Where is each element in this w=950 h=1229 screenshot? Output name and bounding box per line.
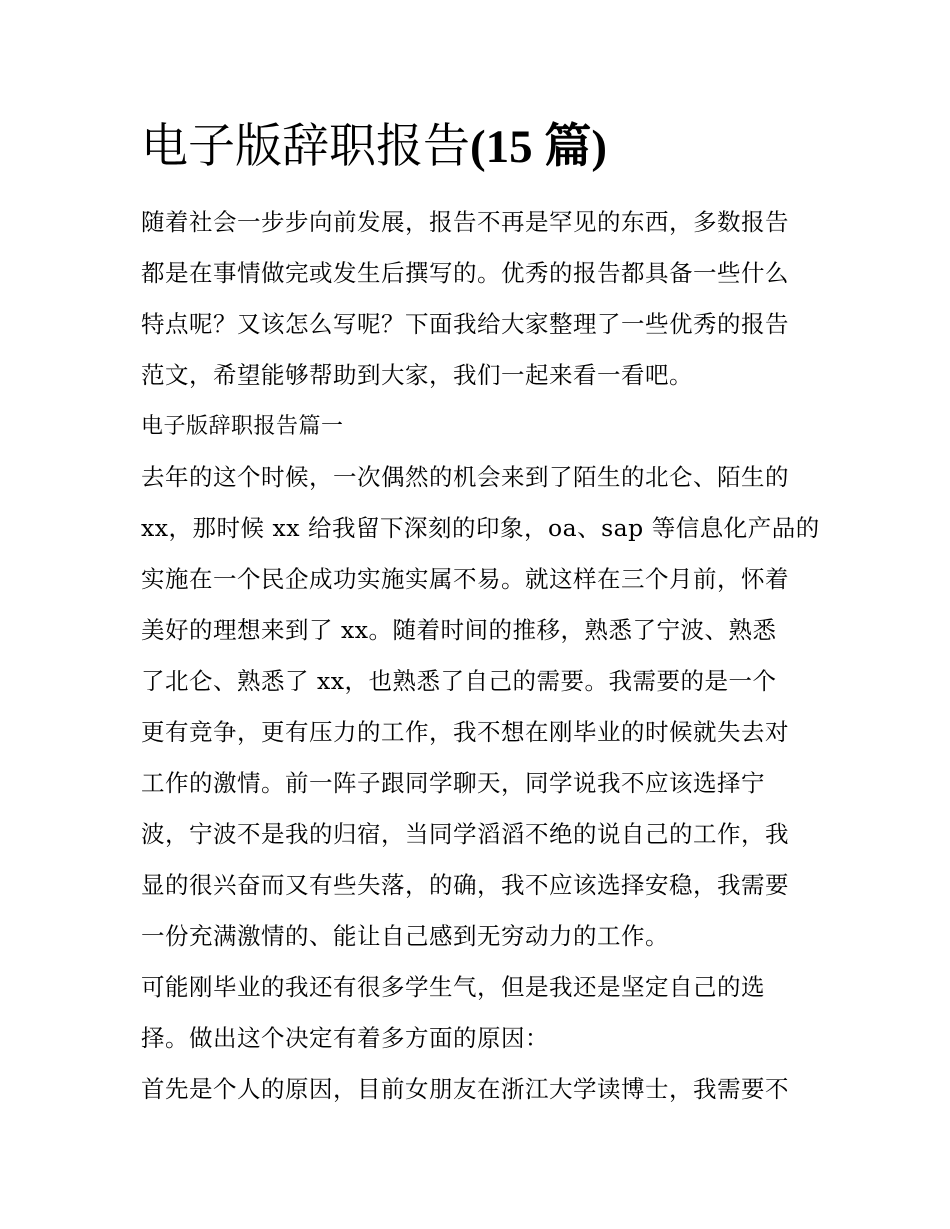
paragraph-line: 择。做出这个决定有着多方面的原因： — [141, 1024, 549, 1052]
paragraph-line: 实施在一个民企成功实施实属不易。就这样在三个月前，怀着 — [141, 565, 789, 593]
paragraph-line: 美好的理想来到了 xx。随着时间的推移，熟悉了宁波、熟悉 — [141, 616, 777, 644]
paragraph-line: 工作的激情。前一阵子跟同学聊天，同学说我不应该选择宁 — [141, 769, 765, 797]
paragraph-line: 波，宁波不是我的归宿，当同学滔滔不绝的说自己的工作，我 — [141, 820, 789, 848]
paragraph-line: 首先是个人的原因，目前女朋友在浙江大学读博士，我需要不 — [141, 1075, 789, 1103]
document-title — [141, 118, 607, 176]
title-suffix: (15 篇) — [470, 121, 608, 173]
paragraph-line: 更有竞争，更有压力的工作，我不想在刚毕业的时候就失去对 — [141, 718, 789, 746]
paragraph-line: 随着社会一步步向前发展，报告不再是罕见的东西，多数报告 — [141, 208, 789, 236]
paragraph-line: 特点呢？又该怎么写呢？下面我给大家整理了一些优秀的报告 — [141, 310, 789, 338]
paragraph-line: 范文，希望能够帮助到大家，我们一起来看一看吧。 — [141, 361, 693, 389]
paragraph-line: 都是在事情做完或发生后撰写的。优秀的报告都具备一些什么 — [141, 259, 789, 287]
paragraph-line: 去年的这个时候，一次偶然的机会来到了陌生的北仑、陌生的 — [141, 463, 789, 491]
paragraph-line: 一份充满激情的、能让自己感到无穷动力的工作。 — [141, 922, 669, 950]
paragraph-line: 可能刚毕业的我还有很多学生气，但是我还是坚定自己的选 — [141, 973, 765, 1001]
title-text: 电子版辞职报告 — [141, 119, 470, 174]
paragraph-line: xx，那时候 xx 给我留下深刻的印象，oa、sap 等信息化产品的 — [141, 514, 820, 542]
section-heading: 电子版辞职报告篇一 — [141, 414, 344, 439]
document-body — [141, 197, 820, 1115]
paragraph-line: 显的很兴奋而又有些失落，的确，我不应该选择安稳，我需要 — [141, 871, 789, 899]
paragraph-line: 了北仑、熟悉了 xx，也熟悉了自己的需要。我需要的是一个 — [141, 667, 777, 695]
